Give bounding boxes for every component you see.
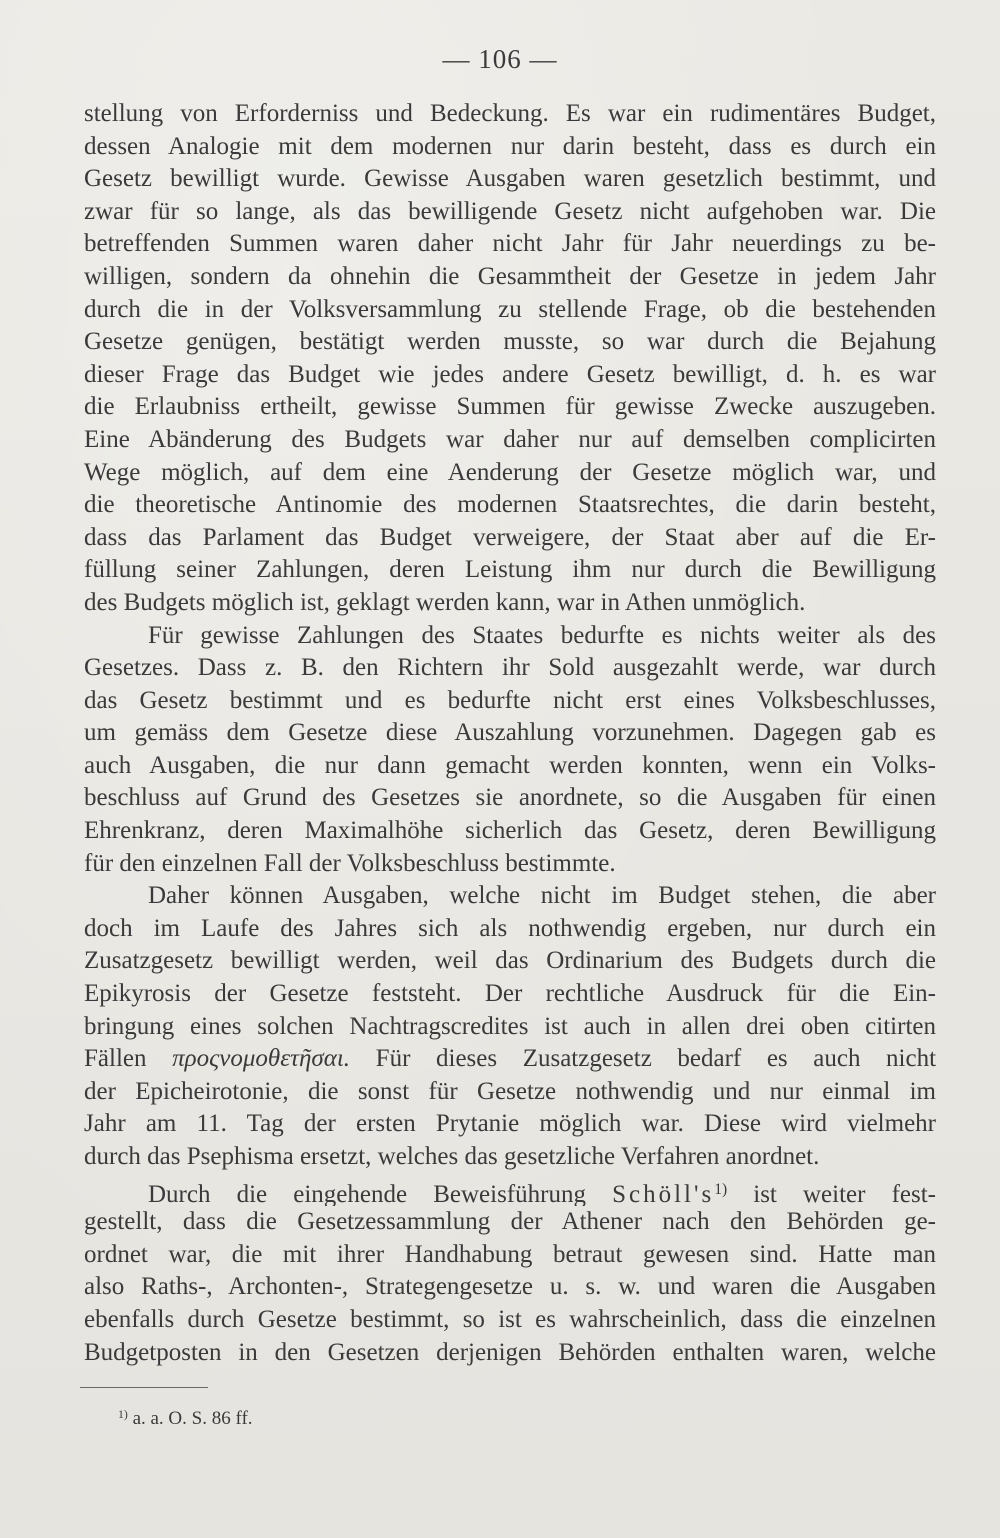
text-line: Wege möglich, auf dem eine Aenderung der Gesetze möglich war, und [84,458,936,486]
text-line: ebenfalls durch Gesetze bestimmt, so ist es wahrscheinlich, dass die einzelnen [84,1305,936,1333]
text-line: Budgetposten in den Gesetzen derjenigen Behörden enthalten waren, welche [84,1338,936,1366]
citation-line-after: ist weiter fest- [753,1180,936,1207]
text-line: Gesetz bewilligt wurde. Gewisse Ausgaben waren gesetzlich bestimmt, und [84,165,936,193]
text-line: um gemäss dem Gesetze diese Auszahlung vorzunehmen. Dagegen gab es [84,719,936,747]
footnote-reference: 1) [714,1180,728,1198]
text-line: Ehrenkranz, deren Maximalhöhe sicherlich das Gesetz, deren Bewilligung [84,817,936,845]
text-line: Zusatzgesetz bewilligt werden, weil das Ordinarium des Budgets durch die [84,947,936,975]
text-line: Gesetze genügen, bestätigt werden musste, so war durch die Bejahung [84,328,936,356]
text-line: Eine Abänderung des Budgets war daher nur auf demselben complicirten [84,425,936,453]
text-line: für den einzelnen Fall der Volksbeschluss bestimmte. [84,849,616,877]
text-line: dessen Analogie mit dem modernen nur darin besteht, dass es durch ein [84,132,936,160]
text-line: also Raths-, Archonten-, Strategengesetze u. s. w. und waren die Ausgaben [84,1273,936,1301]
greek-line-after: Für dieses Zusatzgesetz bedarf es auch nicht [375,1045,936,1073]
citation-line-before: Durch die eingehende Beweisführung [148,1180,586,1207]
text-line: Gesetzes. Dass z. B. den Richtern ihr Sold ausgezahlt werde, war durch [84,654,936,682]
text-line: doch im Laufe des Jahres sich als nothwendig ergeben, nur durch ein [84,914,936,942]
text-line: zwar für so lange, als das bewilligende Gesetz nicht aufgehoben war. Die [84,197,936,225]
text-line: dieser Frage das Budget wie jedes andere Gesetz bewilligt, d. h. es war [84,360,936,388]
text-line: Jahr am 11. Tag der ersten Prytanie möglich war. Diese wird vielmehr [84,1110,936,1138]
text-line: Daher können Ausgaben, welche nicht im Budget stehen, die aber [148,882,936,910]
main-text [84,98,936,1369]
text-line-citation [84,1174,936,1207]
text-line: des Budgets möglich ist, geklagt werden kann, war in Athen unmöglich. [84,588,806,616]
text-line: der Epicheirotonie, die sonst für Gesetze nothwendig und nur einmal im [84,1077,936,1105]
greek-term: προςνομοθετῆσαι. [172,1045,351,1073]
greek-line-before: Fällen [84,1045,147,1073]
footnote [118,1408,253,1430]
text-line: stellung von Erforderniss und Bedeckung. Es war ein rudimentäres Budget, [84,100,936,127]
text-line: ordnet war, die mit ihrer Handhabung betraut gewesen sind. Hatte man [84,1240,936,1268]
text-line: Epikyrosis der Gesetze feststeht. Der rechtliche Ausdruck für die Ein- [84,980,936,1008]
footnote-divider [80,1387,208,1388]
text-line: durch die in der Volksversammlung zu stellende Frage, ob die bestehenden [84,295,936,323]
page-number: — 106 — [442,44,558,74]
text-line: die theoretische Antinomie des modernen Staatsrechtes, die darin besteht, [84,491,936,519]
text-line: gestellt, dass die Gesetzessammlung der Athener nach den Behörden ge- [84,1208,936,1236]
author-name: Schöll's [612,1180,715,1207]
text-line: durch das Psephisma ersetzt, welches das gesetzliche Verfahren anordnet. [84,1143,820,1170]
text-line: die Erlaubniss ertheilt, gewisse Summen für gewisse Zwecke auszugeben. [84,393,936,421]
text-line: willigen, sondern da ohnehin die Gesammtheit der Gesetze in jedem Jahr [84,262,936,290]
text-line: Für gewisse Zahlungen des Staates bedurfte es nichts weiter als des [148,621,936,649]
text-line: das Gesetz bestimmt und es bedurfte nicht erst eines Volksbeschlusses, [84,686,936,714]
text-line: bringung eines solchen Nachtragscredites ist auch in allen drei oben citirten [84,1012,936,1040]
text-line: beschluss auf Grund des Gesetzes sie anordnete, so die Ausgaben für einen [84,784,936,812]
text-line: dass das Parlament das Budget verweigere, der Staat aber auf die Er- [84,523,936,551]
text-line: betreffenden Summen waren daher nicht Jahr für Jahr neuerdings zu be- [84,230,936,258]
text-line: füllung seiner Zahlungen, deren Leistung ihm nur durch die Bewilligung [84,556,936,584]
text-line: auch Ausgaben, die nur dann gemacht werden konnten, wenn ein Volks- [84,751,936,779]
footnote-mark: 1) [118,1408,128,1422]
text-line-greek [84,1043,936,1076]
footnote-text: a. a. O. S. 86 ff. [132,1408,253,1429]
